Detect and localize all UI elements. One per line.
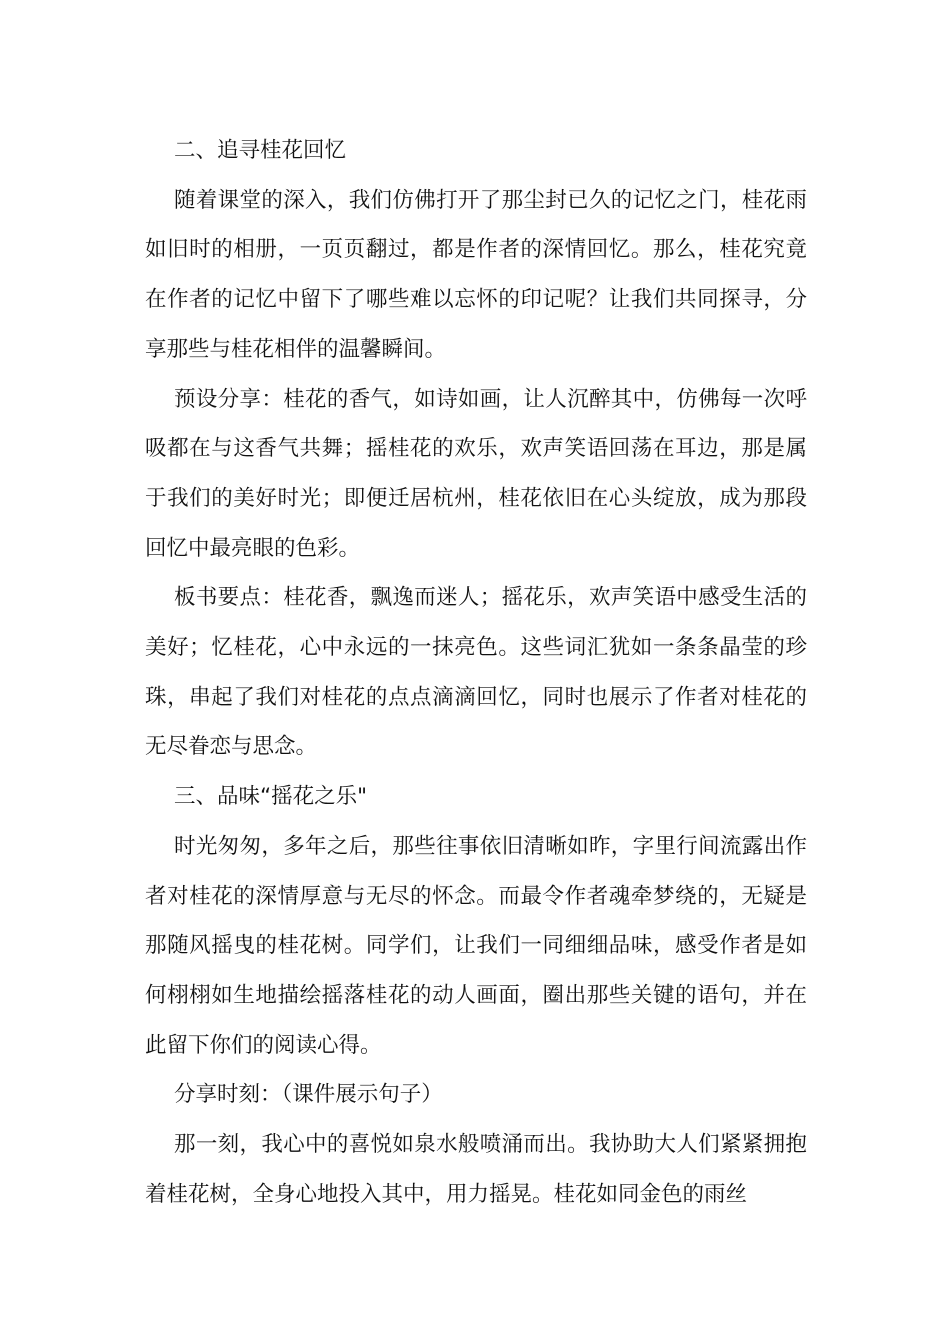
document-body bbox=[145, 126, 807, 1219]
section-heading-2: 二、追寻桂花回忆 bbox=[174, 138, 347, 163]
body-paragraph: 板书要点：桂花香，飘逸而迷人；摇花乐，欢声笑语中感受生活的美好；忆桂花，心中永远的一抹亮色。这些词汇犹如一条条晶莹的珍珠，串起了我们对桂花的点点滴滴回忆，同时也展示了作者对桂花的无尽眷恋与思念。 bbox=[145, 585, 807, 760]
section-heading-3: 三、品味“摇花之乐" bbox=[174, 784, 368, 810]
body-paragraph: 分享时刻：（课件展示句子） bbox=[174, 1082, 443, 1108]
body-paragraph: 预设分享：桂花的香气，如诗如画，让人沉醉其中，仿佛每一次呼吸都在与这香气共舞；摇桂花的欢乐，欢声笑语回荡在耳边，那是属于我们的美好时光；即便迁居杭州，桂花依旧在心头绽放，成为那段回忆中最亮眼的色彩。 bbox=[145, 386, 807, 561]
body-paragraph: 时光匆匆，多年之后，那些往事依旧清晰如昨，字里行间流露出作者对桂花的深情厚意与无尽的怀念。而最令作者魂牵梦绕的，无疑是那随风摇曳的桂花树。同学们，让我们一同细细品味，感受作者是如何栩栩如生地描绘摇落桂花的动人画面，圈出那些关键的语句，并在此留下你们的阅读心得。 bbox=[145, 833, 807, 1058]
body-paragraph: 那一刻，我心中的喜悦如泉水般喷涌而出。我协助大人们紧紧拥抱着桂花树，全身心地投入其中，用力摇晃。桂花如同金色的雨丝 bbox=[145, 1132, 807, 1207]
body-paragraph: 随着课堂的深入，我们仿佛打开了那尘封已久的记忆之门，桂花雨如旧时的相册，一页页翻过，都是作者的深情回忆。那么，桂花究竟在作者的记忆中留下了哪些难以忘怀的印记呢？让我们共同探寻，分享那些与桂花相伴的温馨瞬间。 bbox=[145, 187, 807, 362]
